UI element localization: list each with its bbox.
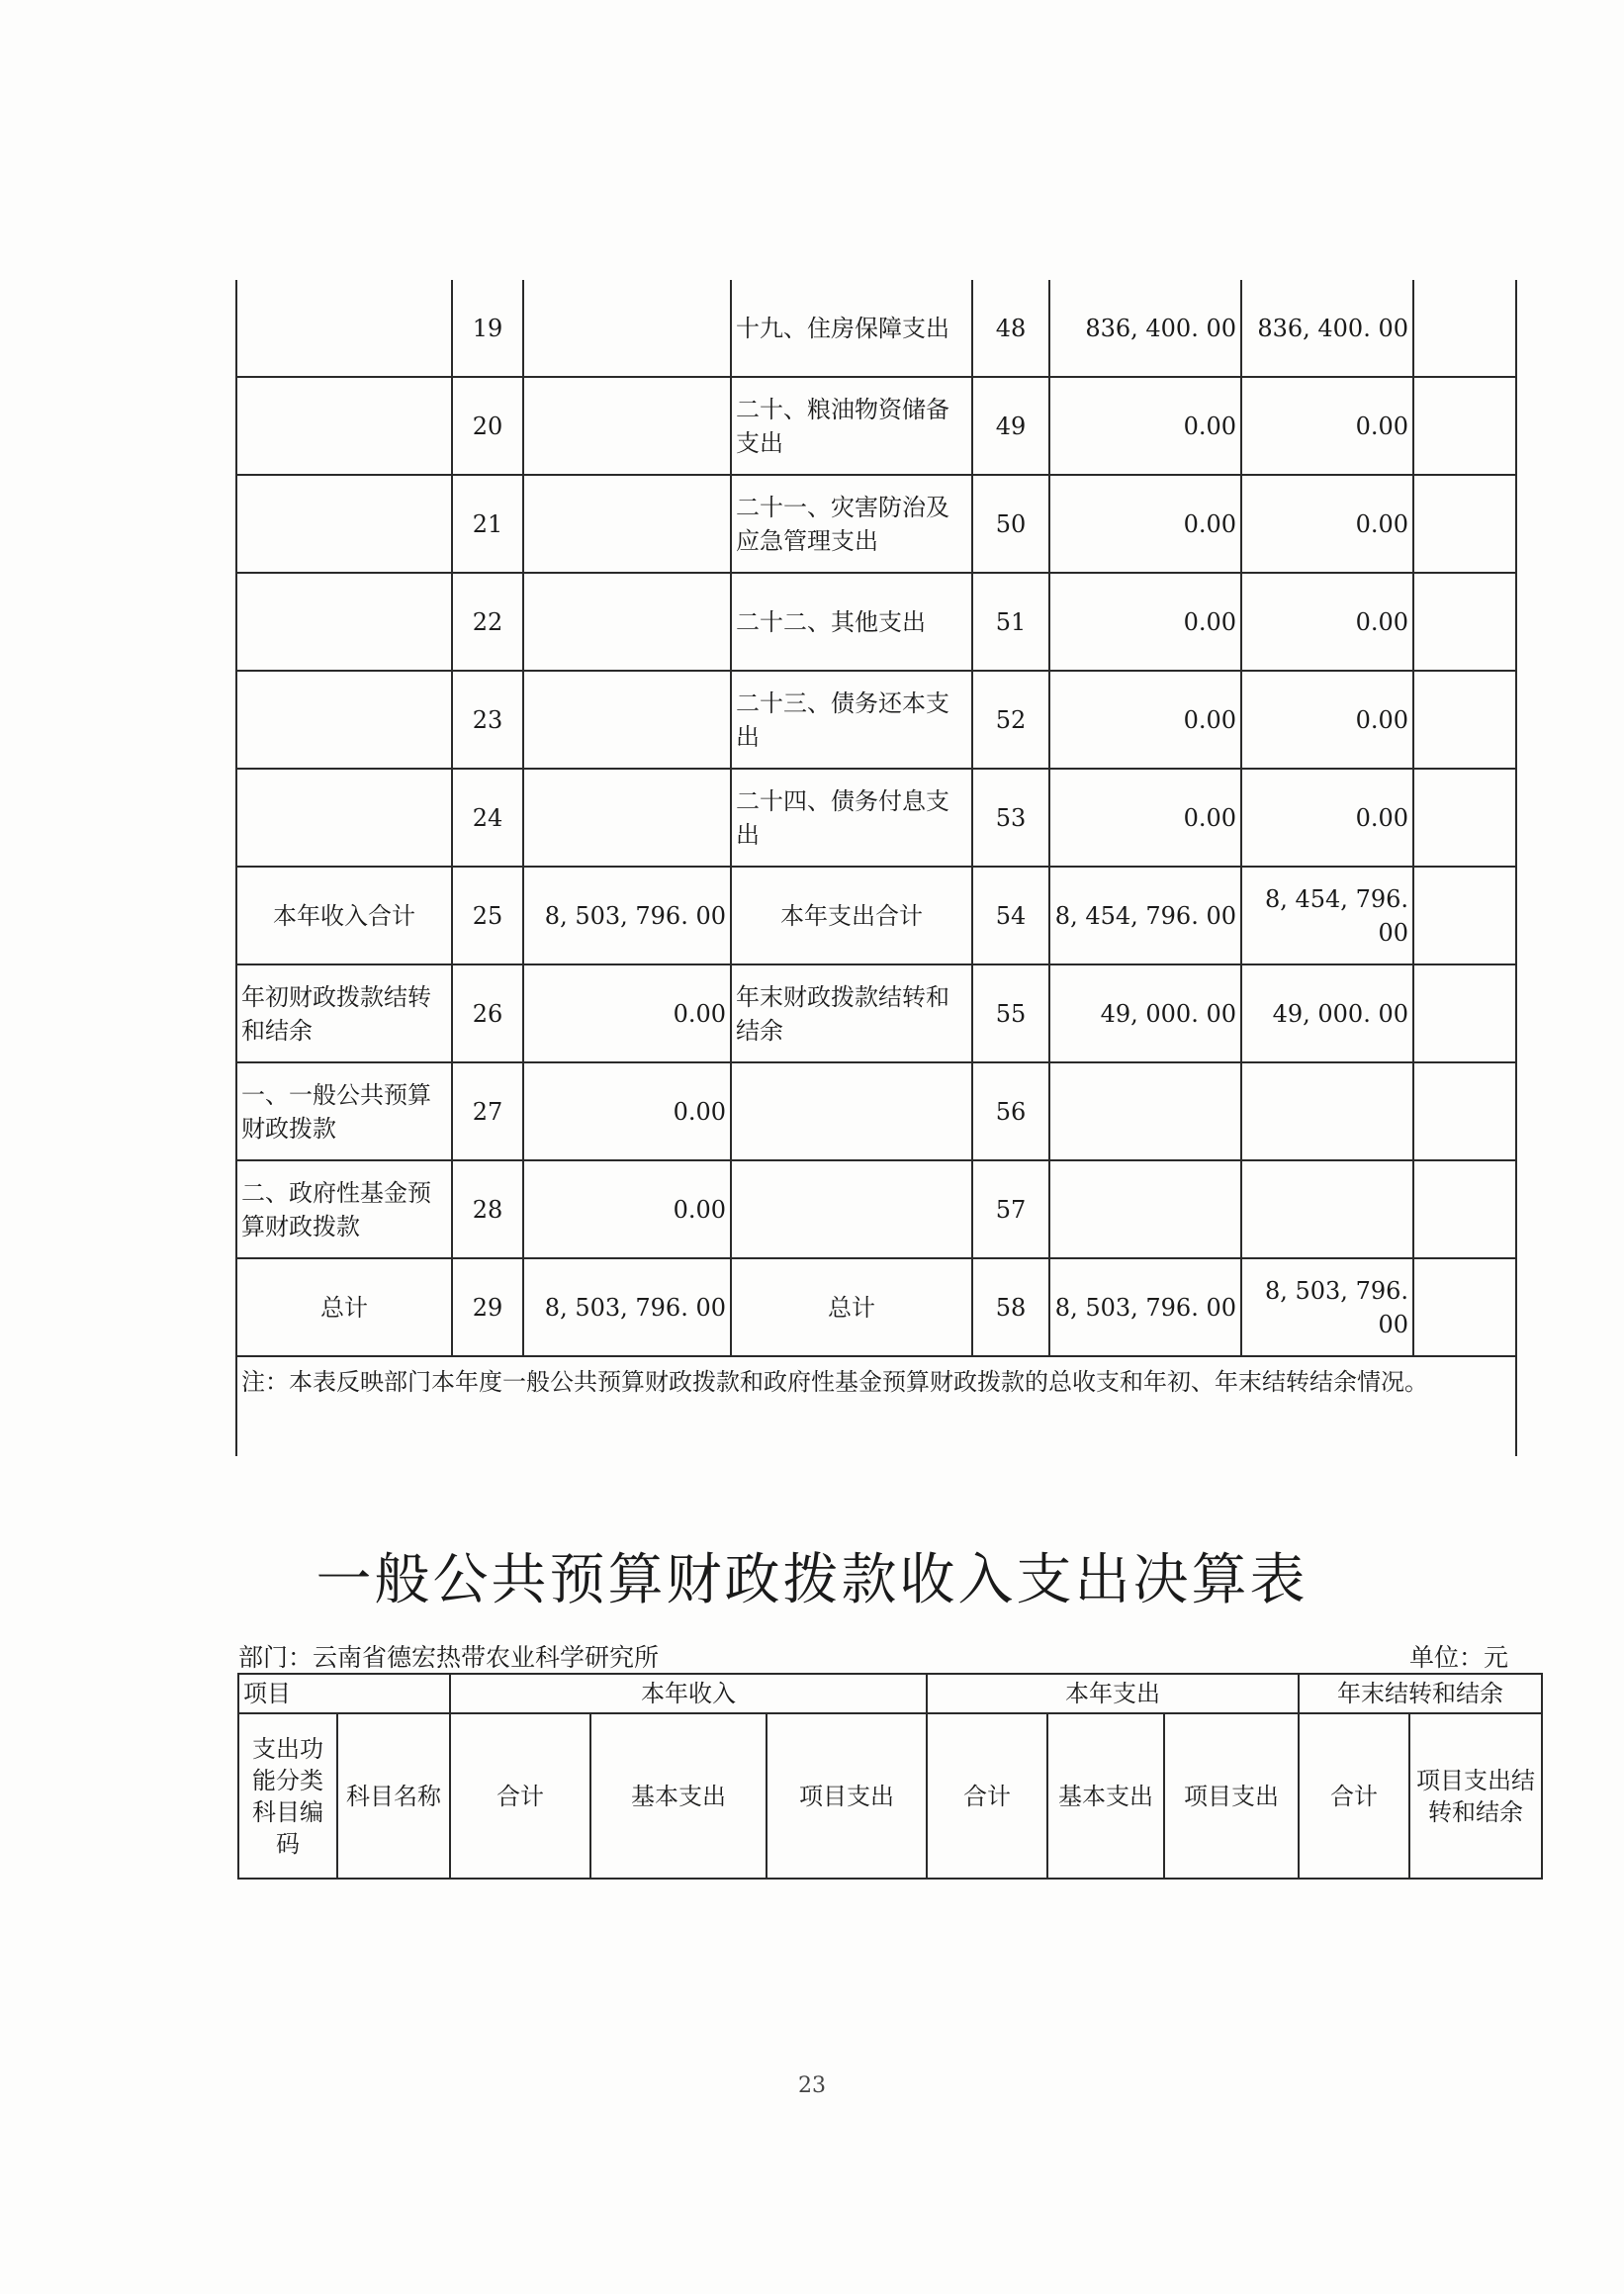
right-amount-general-cell: 49, 000. 00 (1241, 964, 1413, 1062)
unit-label: 单位：元 (1409, 1643, 1509, 1672)
right-amount-fund-cell (1413, 573, 1516, 671)
header-expense-project: 项目支出 (1164, 1713, 1299, 1879)
right-label-cell (731, 1160, 972, 1258)
right-label-cell: 二十四、债务付息支出 (731, 769, 972, 867)
header-income-project: 项目支出 (767, 1713, 927, 1879)
right-amount-fund-cell (1413, 964, 1516, 1062)
left-line-no-cell: 22 (452, 573, 523, 671)
right-amount-fund-cell (1413, 475, 1516, 573)
header-code: 支出功能分类科目编码 (238, 1713, 337, 1879)
right-line-no-cell: 50 (972, 475, 1049, 573)
left-label-cell (236, 769, 452, 867)
right-line-no-cell: 49 (972, 377, 1049, 475)
header-balance-total: 合计 (1299, 1713, 1409, 1879)
table-row (236, 671, 1516, 769)
right-amount-total-cell (1049, 1160, 1241, 1258)
left-line-no-cell: 26 (452, 964, 523, 1062)
header-balance: 年末结转和结余 (1299, 1674, 1542, 1713)
left-amount-cell (523, 377, 731, 475)
table-row (236, 1160, 1516, 1258)
left-amount-cell: 0.00 (523, 1160, 731, 1258)
table-row (236, 377, 1516, 475)
right-line-no-cell: 56 (972, 1062, 1049, 1160)
table-row (236, 867, 1516, 964)
left-amount-cell (523, 573, 731, 671)
left-line-no-cell: 24 (452, 769, 523, 867)
left-line-no-cell: 19 (452, 280, 523, 377)
right-amount-fund-cell (1413, 867, 1516, 964)
right-amount-fund-cell (1413, 1160, 1516, 1258)
header-expense: 本年支出 (927, 1674, 1299, 1713)
right-amount-general-cell: 0.00 (1241, 475, 1413, 573)
right-label-cell: 二十、粮油物资储备支出 (731, 377, 972, 475)
general-budget-table (237, 1673, 1543, 1880)
page-title: 一般公共预算财政拨款收入支出决算表 (316, 1548, 1308, 1612)
right-amount-total-cell: 8, 503, 796. 00 (1049, 1258, 1241, 1356)
left-label-cell (236, 671, 452, 769)
left-amount-cell (523, 280, 731, 377)
right-amount-total-cell: 0.00 (1049, 671, 1241, 769)
right-amount-total-cell: 49, 000. 00 (1049, 964, 1241, 1062)
right-label-cell: 二十一、灾害防治及应急管理支出 (731, 475, 972, 573)
right-amount-total-cell: 8, 454, 796. 00 (1049, 867, 1241, 964)
department-label: 部门：云南省德宏热带农业科学研究所 (238, 1643, 660, 1672)
left-amount-cell: 8, 503, 796. 00 (523, 867, 731, 964)
right-amount-general-cell: 0.00 (1241, 573, 1413, 671)
right-amount-general-cell: 0.00 (1241, 671, 1413, 769)
left-amount-cell: 0.00 (523, 964, 731, 1062)
table-row (236, 964, 1516, 1062)
header-expense-total: 合计 (927, 1713, 1047, 1879)
right-amount-fund-cell (1413, 280, 1516, 377)
left-line-no-cell: 29 (452, 1258, 523, 1356)
header-item: 项目 (238, 1674, 450, 1713)
right-amount-total-cell: 0.00 (1049, 573, 1241, 671)
left-label-cell: 总计 (236, 1258, 452, 1356)
left-label-cell (236, 573, 452, 671)
header-balance-project: 项目支出结转和结余 (1409, 1713, 1542, 1879)
right-amount-total-cell: 0.00 (1049, 769, 1241, 867)
right-line-no-cell: 57 (972, 1160, 1049, 1258)
table-row (236, 1062, 1516, 1160)
left-label-cell: 本年收入合计 (236, 867, 452, 964)
header-income-basic: 基本支出 (590, 1713, 767, 1879)
right-amount-general-cell: 8, 503, 796. 00 (1241, 1258, 1413, 1356)
right-amount-general-cell (1241, 1062, 1413, 1160)
right-amount-fund-cell (1413, 1062, 1516, 1160)
right-amount-fund-cell (1413, 377, 1516, 475)
left-label-cell (236, 377, 452, 475)
right-amount-total-cell (1049, 1062, 1241, 1160)
right-amount-general-cell: 836, 400. 00 (1241, 280, 1413, 377)
table-row (236, 1258, 1516, 1356)
table-note: 注：本表反映部门本年度一般公共预算财政拨款和政府性基金预算财政拨款的总收支和年初、年末结转结余情况。 (236, 1356, 1516, 1456)
right-amount-fund-cell (1413, 769, 1516, 867)
right-label-cell: 本年支出合计 (731, 867, 972, 964)
left-line-no-cell: 28 (452, 1160, 523, 1258)
table-row (236, 573, 1516, 671)
right-amount-general-cell: 0.00 (1241, 377, 1413, 475)
table-row (236, 475, 1516, 573)
right-line-no-cell: 51 (972, 573, 1049, 671)
right-label-cell (731, 1062, 972, 1160)
table-row (236, 769, 1516, 867)
left-line-no-cell: 25 (452, 867, 523, 964)
header-expense-basic: 基本支出 (1047, 1713, 1164, 1879)
left-amount-cell (523, 769, 731, 867)
header-income-total: 合计 (450, 1713, 590, 1879)
left-amount-cell: 8, 503, 796. 00 (523, 1258, 731, 1356)
right-label-cell: 年末财政拨款结转和结余 (731, 964, 972, 1062)
left-label-cell: 一、一般公共预算财政拨款 (236, 1062, 452, 1160)
header-subject-name: 科目名称 (337, 1713, 450, 1879)
right-label-cell: 二十二、其他支出 (731, 573, 972, 671)
left-label-cell: 二、政府性基金预算财政拨款 (236, 1160, 452, 1258)
right-amount-general-cell: 0.00 (1241, 769, 1413, 867)
right-label-cell: 总计 (731, 1258, 972, 1356)
left-line-no-cell: 23 (452, 671, 523, 769)
income-expense-summary-table (235, 280, 1517, 1456)
table-row (236, 280, 1516, 377)
right-amount-total-cell: 836, 400. 00 (1049, 280, 1241, 377)
page-number: 23 (798, 2073, 826, 2098)
right-amount-fund-cell (1413, 671, 1516, 769)
right-label-cell: 十九、住房保障支出 (731, 280, 972, 377)
left-amount-cell (523, 671, 731, 769)
header-income: 本年收入 (450, 1674, 927, 1713)
right-amount-fund-cell (1413, 1258, 1516, 1356)
left-label-cell (236, 475, 452, 573)
right-amount-general-cell: 8, 454, 796. 00 (1241, 867, 1413, 964)
left-label-cell: 年初财政拨款结转和结余 (236, 964, 452, 1062)
left-label-cell (236, 280, 452, 377)
right-line-no-cell: 53 (972, 769, 1049, 867)
right-amount-total-cell: 0.00 (1049, 377, 1241, 475)
left-amount-cell: 0.00 (523, 1062, 731, 1160)
left-line-no-cell: 20 (452, 377, 523, 475)
left-line-no-cell: 21 (452, 475, 523, 573)
right-line-no-cell: 54 (972, 867, 1049, 964)
left-amount-cell (523, 475, 731, 573)
left-line-no-cell: 27 (452, 1062, 523, 1160)
right-line-no-cell: 48 (972, 280, 1049, 377)
right-line-no-cell: 58 (972, 1258, 1049, 1356)
right-line-no-cell: 52 (972, 671, 1049, 769)
right-label-cell: 二十三、债务还本支出 (731, 671, 972, 769)
right-amount-general-cell (1241, 1160, 1413, 1258)
right-amount-total-cell: 0.00 (1049, 475, 1241, 573)
right-line-no-cell: 55 (972, 964, 1049, 1062)
